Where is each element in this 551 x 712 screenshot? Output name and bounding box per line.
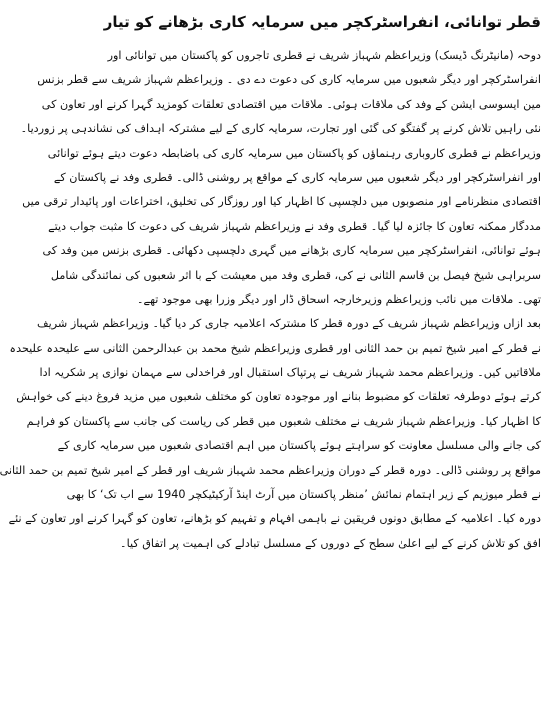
article-line: تھی۔ ملاقات میں نائب وزیراعظم وزیرخارجہ اسحاق ڈار اور دیگر وزرا بھی موجود تھے۔ xyxy=(136,292,541,306)
article-line: اور انفراسٹرکچر اور دیگر شعبوں میں سرمایہ کاری کے مواقع پر روشنی ڈالی۔ قطری وفد نے پاکستان کے xyxy=(53,170,541,184)
article-line: مواقع پر روشنی ڈالی۔ دورہ قطر کے دوران وزیراعظم محمد شہباز شریف اور قطر کے امیر شیخ تمیم بن حمد الثانی xyxy=(0,463,541,477)
article-line: انفراسٹرکچر اور دیگر شعبوں میں سرمایہ کاری کی دعوت دے دی ۔ وزیراعظم شہباز شریف سے قطر بزنس xyxy=(37,73,541,87)
article-line: نے قطر کے امیر شیخ تمیم بن حمد الثانی اور قطری وزیراعظم شیخ محمد بن عبدالرحمن الثانی سے علیحدہ علیحدہ xyxy=(9,341,541,355)
article-line: مین ایسوسی ایشن کے وفد کی ملاقات ہوئی۔ ملاقات میں اقتصادی تعلقات کومزید گہرا کرنے اور تعاون کی xyxy=(41,97,541,111)
article-line: وزیراعظم نے قطری کاروباری رہنماؤں کو پاکستان میں سرمایہ کاری کی باضابطہ دعوت دیتے ہوئے توانائی xyxy=(47,146,541,160)
article-line: اقتصادی منظرنامے اور منصوبوں میں دلچسپی کا اظہار کیا اور روزگار کی تخلیق، اختراعات اور پائیدار ترقی میں xyxy=(22,195,541,209)
article-line: ملاقاتیں کیں۔ وزیراعظم محمد شہباز شریف نے پرتپاک استقبال اور فراخدلی سے مہمان نوازی پر شکریہ ادا xyxy=(39,366,541,380)
article-line: دورہ کیا۔ اعلامیہ کے مطابق دونوں فریقین نے باہمی افہام و تفہیم کو بڑھانے، تعاون کو گہرا کرنے اور تعاون کے نئے xyxy=(8,512,541,526)
article-line: کی جانے والی مسلسل معاونت کو سراہتے ہوئے پاکستان میں اہم اقتصادی شعبوں میں سرمایہ کاری کے xyxy=(57,439,541,453)
article-line: نے قطر میوزیم کے زیر اہتمام نمائش ’منظر پاکستان میں آرٹ اینڈ آرکیٹیکچر 1940 سے اب تک‘ کا بھی xyxy=(66,488,541,502)
article-line: مددگار ممکنہ تعاون کا جائزہ لیا گیا۔ قطری وفد نے وزیراعظم شہباز شریف کی دعوت کا مثبت جواب دیتے xyxy=(48,219,541,233)
article-line: کا اظہار کیا۔ وزیراعظم شہباز شریف نے مختلف شعبوں میں قطر کی ریاست کی جانب سے پاکستان کو فراہم xyxy=(26,414,541,428)
article-line: ہوئے توانائی، انفراسٹرکچر میں سرمایہ کاری بڑھانے میں گہری دلچسپی دکھائی۔ قطری بزنس مین وفد کی xyxy=(42,244,541,258)
article-line: کرتے ہوئے دوطرفہ تعلقات کو مضبوط بنانے اور موجودہ تعاون کو مختلف شعبوں میں مزید فروغ دینے کی خواہش xyxy=(16,390,541,404)
article-line: بعد ازاں وزیراعظم شہباز شریف کے دورہ قطر کا مشترکہ اعلامیہ جاری کر دیا گیا۔ وزیراعظم شہباز شریف xyxy=(37,317,541,331)
article-line: سربراہی شیخ فیصل بن قاسم الثانی نے کی، قطری وفد میں معیشت کے با اثر شعبوں کی نمائندگی شامل xyxy=(50,268,541,282)
article-line: دوحہ (مانیٹرنگ ڈیسک) وزیراعظم شہباز شریف نے قطری تاجروں کو پاکستان میں توانائی اور xyxy=(107,49,541,62)
article-line: افق کو تلاش کرنے کے لیے اعلیٰ سطح کے دوروں کے مسلسل تبادلے کی اہمیت پر اتفاق کیا۔ xyxy=(120,536,541,550)
article-line: نئی راہیں تلاش کرنے پر گفتگو کی گئی اور تجارت، سرمایہ کاری کے لیے مشترکہ اہداف کی نشاندہی پر زوردیا۔ xyxy=(20,122,541,136)
headline: قطر توانائی، انفراسٹرکچر میں سرمایہ کاری بڑھانے کو تیار xyxy=(103,13,541,31)
article-body xyxy=(0,44,541,556)
